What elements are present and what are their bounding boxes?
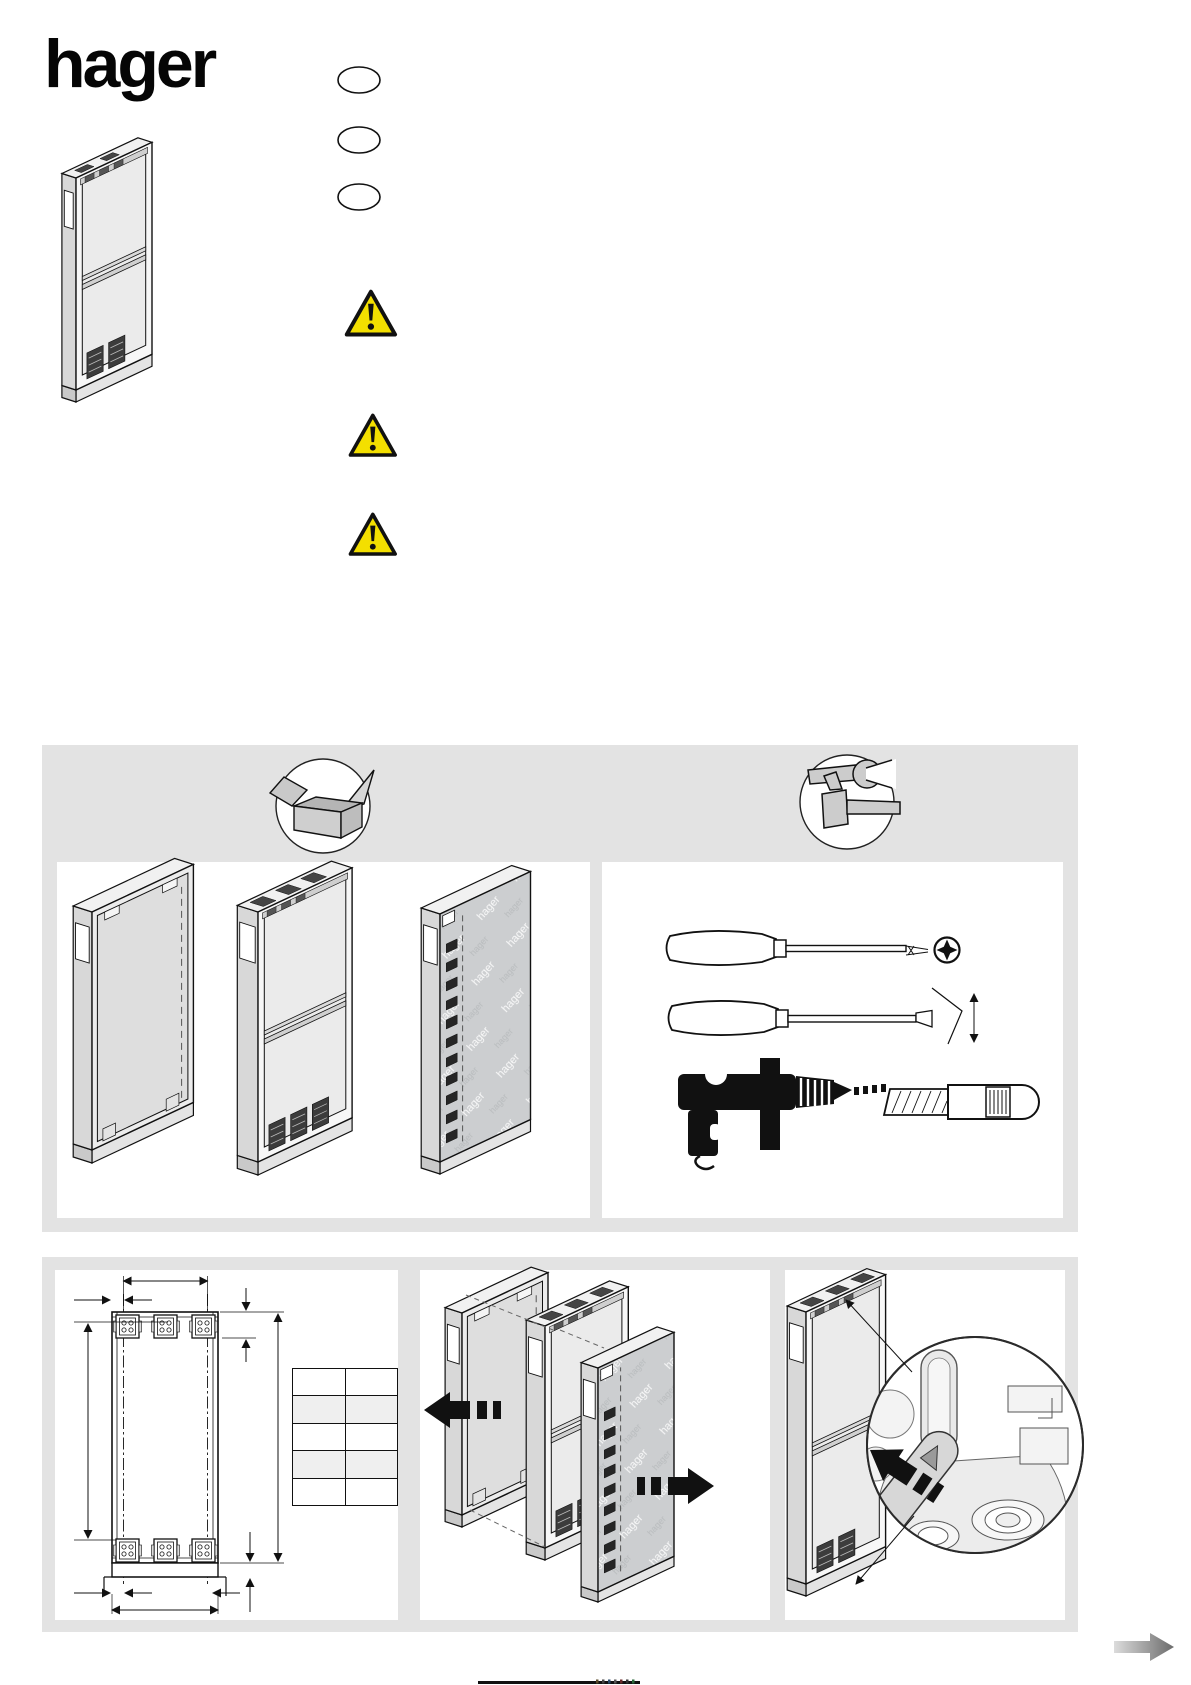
table-row xyxy=(293,1396,398,1423)
phillips-head-symbol xyxy=(935,938,960,963)
table-cell xyxy=(293,1396,346,1423)
table-row xyxy=(293,1478,398,1505)
table-row xyxy=(293,1423,398,1450)
language-oval xyxy=(338,127,380,153)
page-forward-arrow xyxy=(1114,1633,1174,1661)
warning-icon xyxy=(350,514,395,554)
print-mark xyxy=(478,1680,640,1685)
language-badges xyxy=(338,67,380,210)
table-cell xyxy=(345,1478,398,1505)
package-enclosure-shell xyxy=(73,858,193,1163)
package-equipped-frame xyxy=(237,861,352,1175)
explode-protective-cover xyxy=(581,1327,674,1602)
package-protective-cover xyxy=(421,866,530,1175)
table-row xyxy=(293,1451,398,1478)
table-cell xyxy=(345,1423,398,1450)
table-cell xyxy=(345,1396,398,1423)
panel-tools xyxy=(602,862,1063,1218)
cutter-knife xyxy=(884,1085,1039,1119)
dimension-table xyxy=(292,1368,398,1506)
table-row xyxy=(293,1369,398,1396)
table-cell xyxy=(293,1451,346,1478)
table-cell xyxy=(293,1369,346,1396)
brand-logo: hager xyxy=(44,26,215,102)
table-cell xyxy=(345,1451,398,1478)
warning-icon xyxy=(350,415,395,455)
warning-icon xyxy=(347,292,395,335)
language-oval xyxy=(338,67,380,93)
table-cell xyxy=(293,1423,346,1450)
table-cell xyxy=(345,1369,398,1396)
language-oval xyxy=(338,184,380,210)
cabinet-overview-drawing xyxy=(62,138,152,402)
table-cell xyxy=(293,1478,346,1505)
